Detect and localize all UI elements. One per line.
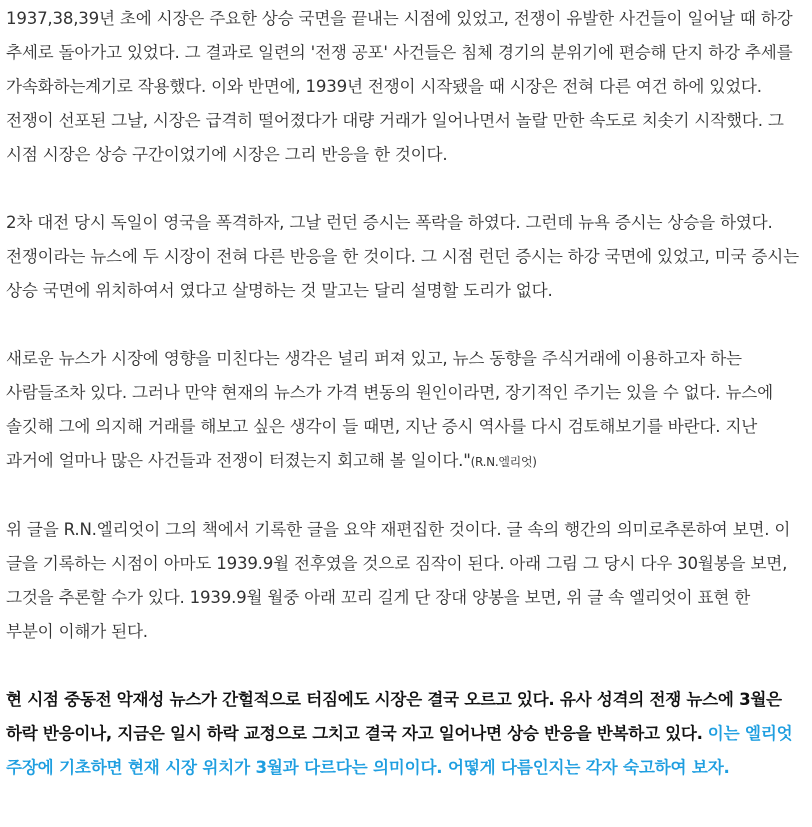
paragraph-3 xyxy=(6,342,802,479)
quote-source: (R.N.엘리엇) xyxy=(470,455,537,469)
emphasis-text: 현 시점 중동전 악재성 뉴스가 간헐적으로 터짐에도 시장은 결국 오르고 있다. 유사 성격의 전쟁 뉴스에 3월은 하락 반응이나, 지금은 일시 하락 교정으로 그치고 결국 자고 일어나면 상승 반응을 반복하고 있다. xyxy=(6,690,782,743)
paragraph-4: 위 글을 R.N.엘리엇이 그의 책에서 기록한 글을 요약 재편집한 것이다. 글 속의 행간의 의미로추론하여 보면. 이 글을 기록하는 시점이 아마도 1939.9월 전후였을 것으로 짐작이 된다. 아래 그림 그 당시 다우 30월봉을 보면, 그것을 추론할 수가 있다. 1939.9월 월중 아래 꼬리 길게 단 장대 양봉을 보면, 위 글 속 엘리엇이 표현 한 부분이 이해가 된다. xyxy=(6,520,791,641)
elliott-quote: 새로운 뉴스가 시장에 영향을 미친다는 생각은 널리 퍼져 있고, 뉴스 동향을 주식거래에 이용하고자 하는 사람들조차 있다. 그러나 만약 현재의 뉴스가 가격 변동의 원인이라면, 장기적인 주기는 있을 수 없다. 뉴스에 솔깃해 그에 의지해 거래를 해보고 싶은 생각이 들 때면, 지난 증시 역사를 다시 검토해보기를 바란다. 지난 과거에 얼마나 많은 사건들과 전쟁이 터졌는지 회고해 볼 일이다." xyxy=(6,349,773,470)
paragraph-spacer xyxy=(6,479,802,513)
paragraph-2: 2차 대전 당시 독일이 영국을 폭격하자, 그날 런던 증시는 폭락을 하였다. 그런데 뉴욕 증시는 상승을 하였다. 전쟁이라는 뉴스에 두 시장이 전혀 다른 반응을 한 것이다. 그 시점 런던 증시는 하강 국면에 있었고, 미국 증시는 상승 국면에 위치하여서 였다고 살명하는 것 말고는 달리 설명할 도리가 없다. xyxy=(6,213,799,300)
highlight-text: 이는 엘리엇 주장에 기초하면 현재 시장 위치가 3월과 다르다는 의미이다. 어떻게 다름인지는 각자 숙고하여 보자. xyxy=(6,724,793,777)
paragraph-spacer xyxy=(6,308,802,342)
paragraph-1: 1937,38,39년 초에 시장은 주요한 상승 국면을 끝내는 시점에 있었고, 전쟁이 유발한 사건들이 일어날 때 하강 추세로 돌아가고 있었다. 그 결과로 일련의 '전쟁 공포' 사건들은 침체 경기의 분위기에 편승해 단지 하강 추세를 가속화하는계기로 작용했다. 이와 반면에, 1939년 전쟁이 시작됐을 때 시장은 전혀 다른 여건 하에 있었다. 전쟁이 선포된 그날, 시장은 급격히 떨어졌다가 대량 거래가 일어나면서 놀랄 만한 속도로 치솟기 시작했다. 그 시점 시장은 상승 구간이었기에 시장은 그리 반응을 한 것이다. xyxy=(6,9,793,164)
paragraph-spacer xyxy=(6,172,802,206)
paragraph-5 xyxy=(6,683,802,785)
paragraph-spacer xyxy=(6,649,802,683)
